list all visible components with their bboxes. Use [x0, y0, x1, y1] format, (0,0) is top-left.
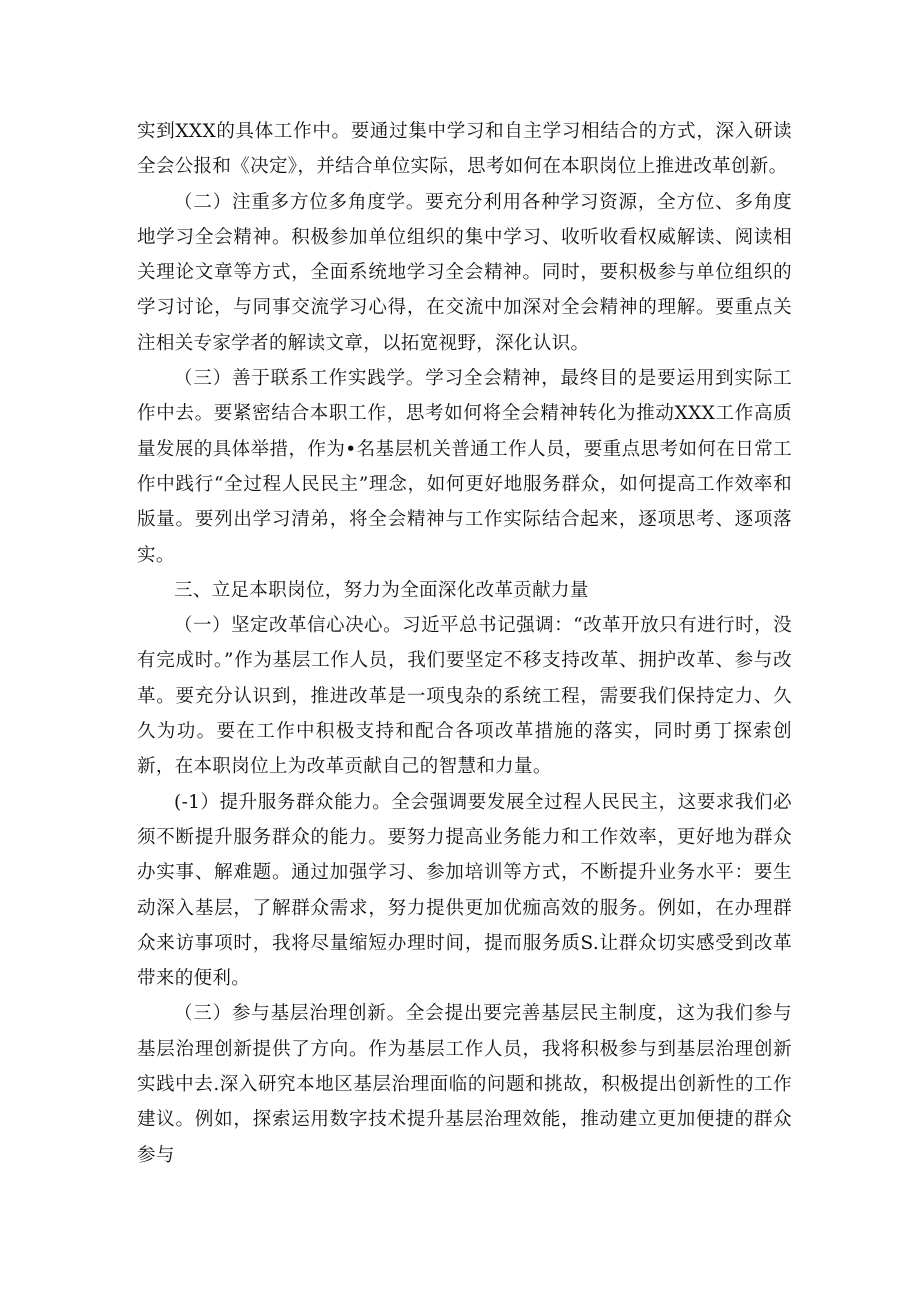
document-body [137, 114, 792, 1173]
paragraph-study-multi-angle: （二）注重多方位多角度学。要充分利用各种学习资源，全方位、多角度地学习全会精神。积极参加单位组织的集中学习、收听收看权威解读、阅读相关理论文章等方式，全面系统地学习全会精神。同时，要积极参与单位组织的学习讨论，与同事交流学习心得，在交流中加深对全会精神的理解。要重点关注相关专家学者的解读文章，以拓宽视野，深化认识。 [137, 191, 792, 354]
paragraph-intro-continuation: 实到XXX的具体工作中。要通过集中学习和自主学习相结合的方式，深入研读全会公报和《决定》，并结合单位实际，思考如何在本职岗位上推进改革创新。 [137, 121, 792, 178]
paragraph-service-ability: (-1）提升服务群众能力。全会强调要发展全过程人民民主，这要求我们必须不断提升服务群众的能力。要努力提高业务能力和工作效率，更好地为群众办实事、解难题。通过加强学习、参加培训等方式，不断提升业务水平：要生动深入基层，了解群众需求，努力提供更加优痂高效的服务。例如，在办理群众来访事项时，我将尽量缩短办理时间，提而服务质S.让群众切实感受到改革带来的便利。 [137, 791, 792, 990]
paragraph-reform-confidence: （一）坚定改革信心决心。习近平总书记强调：“改革开放只有进行时，没有完成时。”作为基层工作人员，我们要坚定不移支持改革、拥护改革、参与改革。要充分认识到，推进改革是一项曳杂的系统工程，需要我们保持定力、久久为功。要在工作中积极支持和配合各项改革措施的落实，同时勇丁探索创新，在本职岗位上为改革贡献自己的智慧和力量。 [137, 615, 792, 778]
paragraph-governance-innovation: （三）参与基层治理创新。全会提出要完善基层民主制度，这为我们参与基层治理创新提供了方向。作为基层工作人员，我将积极参与到基层治理创新实践中去.深入研究本地区基层治理面临的问题和挑故，积极提出创新性的工作建议。例如，探索运用数字技术提升基层治理效能，推动建立更加便捷的群众参与 [137, 1003, 792, 1166]
section-heading-three: 三、立足本职岗位，努力为全面深化改革贡献力量 [174, 579, 589, 601]
paragraph-study-practice: （三）善于联系工作实践学。学习全会精神，最终目的是要运用到实际工作中去。要紧密结合本职工作，思考如何将全会精神转化为推动XXX工作高质量发展的具体举措，作为•名基层机关普通工作人员，要重点思考如何在日常工作中践行“全过程人民民主”理念，如何更好地服务群众，如何提高工作效率和版量。要列出学习清弟，将全会精神与工作实际结合起来，逐项思考、逐项落实。 [137, 368, 792, 566]
